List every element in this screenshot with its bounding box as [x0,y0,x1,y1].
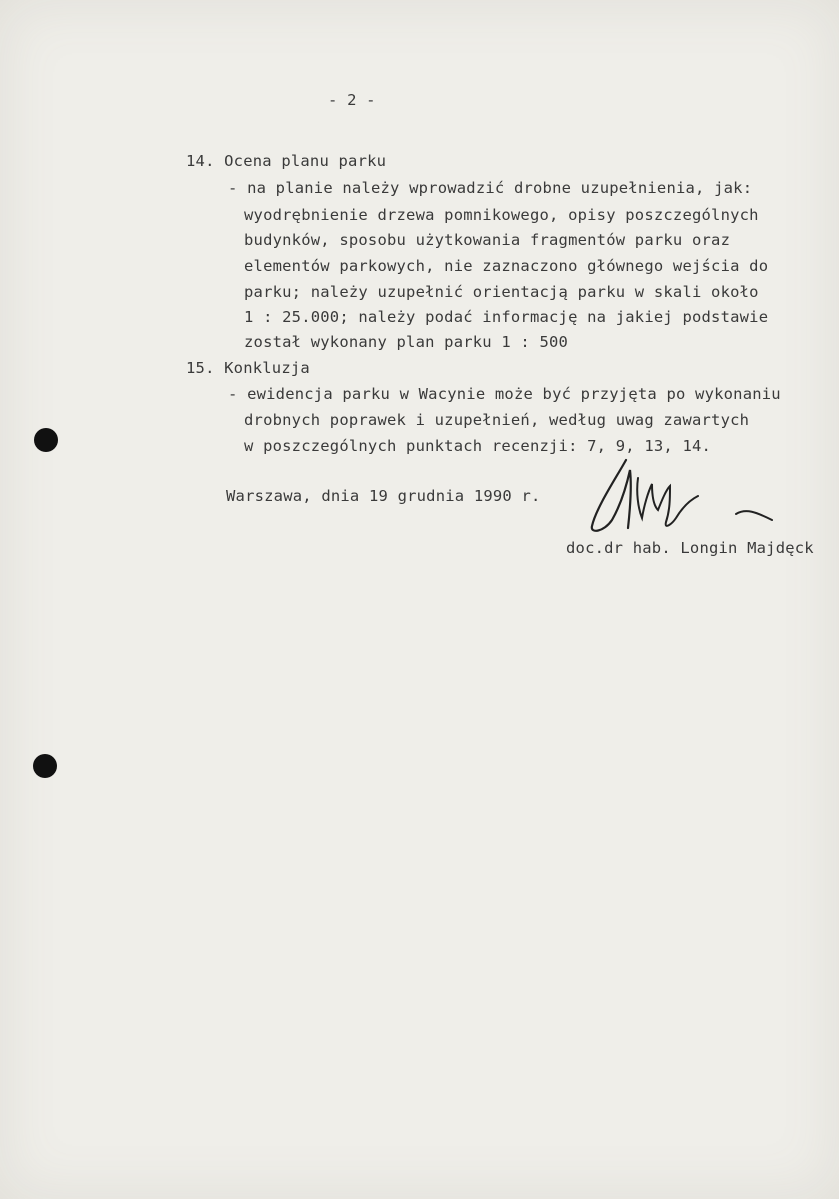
section-14-line-1: - na planie należy wprowadzić drobne uzupełnienia, jak: [228,179,753,197]
section-15-line-1: - ewidencja parku w Wacynie może być przyjęta po wykonaniu [228,385,781,403]
page-number: - 2 - [328,91,376,109]
section-15-line-2: drobnych poprawek i uzupełnień, według uwag zawartych [244,411,750,429]
section-14-line-5: parku; należy uzupełnić orientacją parku w skali około [244,283,759,301]
section-15-heading: 15. Konkluzja [186,359,310,377]
section-14-line-3: budynków, sposobu użytkowania fragmentów parku oraz [244,231,731,249]
section-14-line-6: 1 : 25.000; należy podać informację na jakiej podstawie [244,308,769,326]
section-14-line-4: elementów parkowych, nie zaznaczono głównego wejścia do [244,257,769,275]
punch-hole-top [34,428,58,452]
place-and-date: Warszawa, dnia 19 grudnia 1990 r. [226,487,541,505]
section-15-line-3: w poszczególnych punktach recenzji: 7, 9, 13, 14. [244,437,712,455]
punch-hole-bottom [33,754,57,778]
handwritten-signature [586,448,786,538]
signatory-name: doc.dr hab. Longin Majdęck [566,539,814,557]
section-14-line-7: został wykonany plan parku 1 : 500 [244,333,569,351]
section-14-line-2: wyodrębnienie drzewa pomnikowego, opisy poszczególnych [244,206,759,224]
section-14-heading: 14. Ocena planu parku [186,152,387,170]
